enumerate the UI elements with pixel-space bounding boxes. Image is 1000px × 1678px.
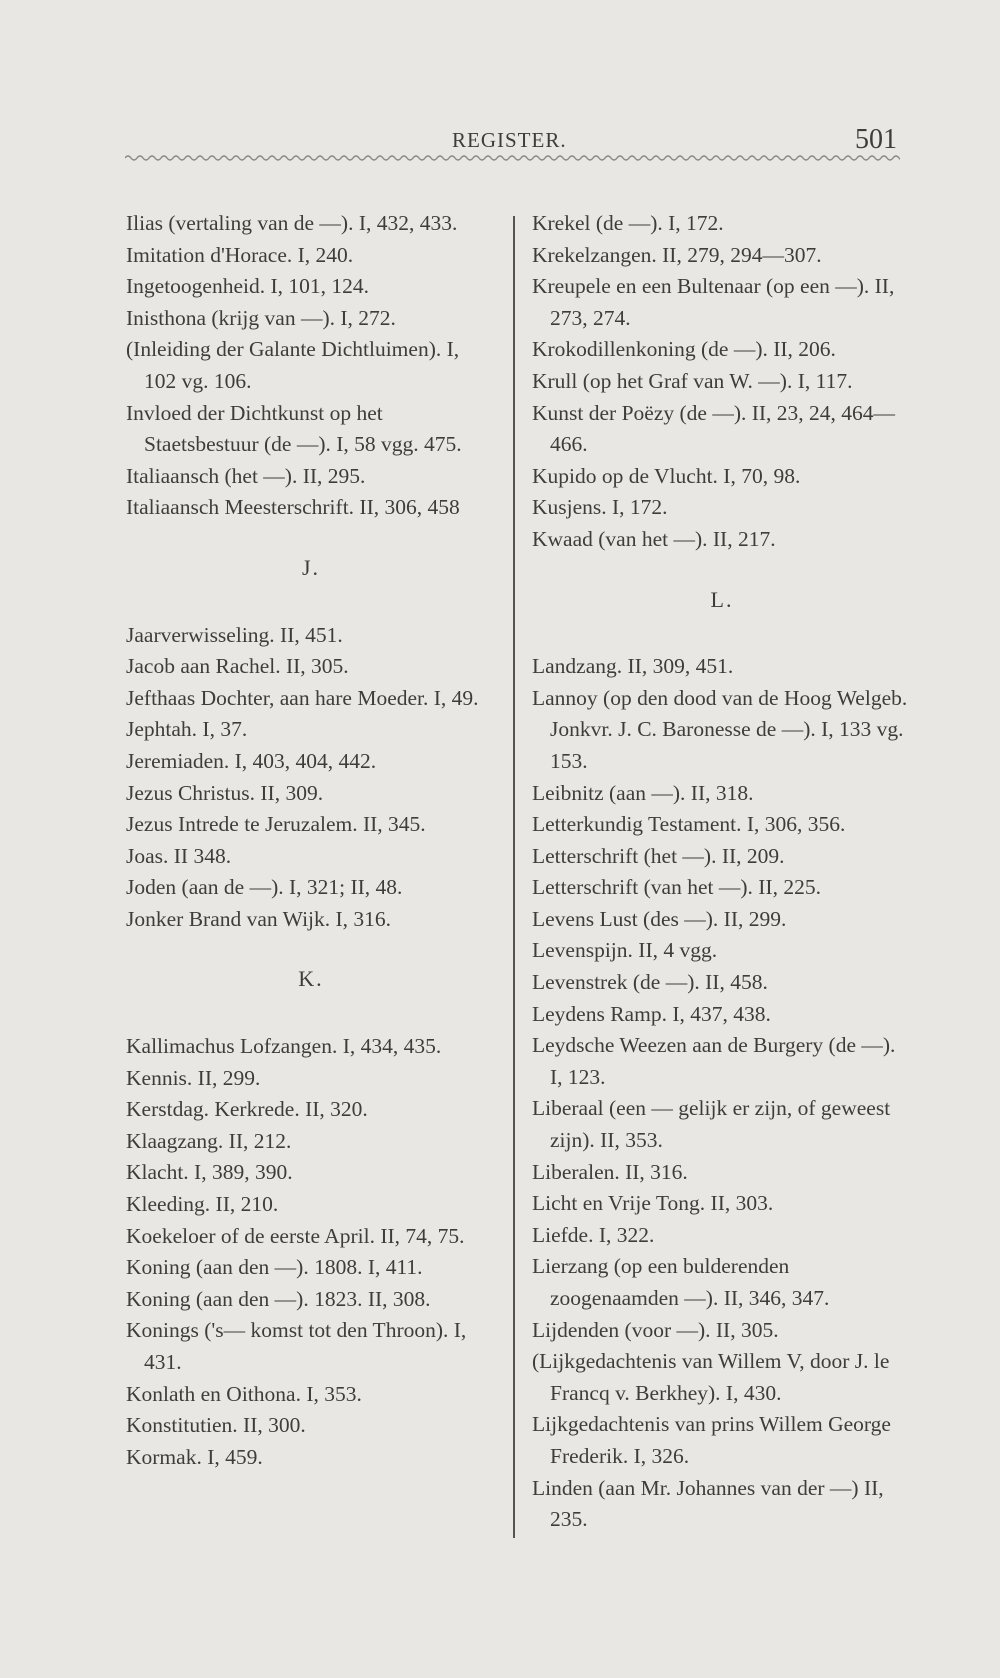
page-title: REGISTER. <box>452 128 567 152</box>
index-entry: Kusjens. I, 172. <box>532 495 668 520</box>
index-entry: Lierzang (op een bulderenden zoogenaamden —). II, 346, 347. <box>532 1254 830 1310</box>
index-entry: Kreupele en een Bultenaar (op een —). II, 273, 274. <box>532 274 895 330</box>
section-heading-k: K. <box>298 966 324 992</box>
index-entry: Koekeloer of de eerste April. II, 74, 75. <box>126 1223 465 1248</box>
index-entry: Landzang. II, 309, 451. <box>532 654 734 679</box>
index-entry: Levenstrek (de —). II, 458. <box>532 970 768 995</box>
index-entry: Imitation d'Horace. I, 240. <box>126 242 354 267</box>
section-heading-j: J. <box>301 554 321 580</box>
index-entry: (Lijkgedachtenis van Willem V, door J. le Francq v. Berkhey). I, 430. <box>532 1349 890 1405</box>
index-entry: (Inleiding der Galante Dichtluimen). I, 102 vg. 106. <box>126 337 460 393</box>
index-entry: Kormak. I, 459. <box>126 1444 263 1469</box>
index-entry: Ingetoogenheid. I, 101, 124. <box>126 274 370 299</box>
index-entry: Leydsche Weezen aan de Burgery (de —). I, 123. <box>532 1033 896 1089</box>
index-entry: Konlath en Oithona. I, 353. <box>126 1381 362 1406</box>
entries-j <box>126 620 496 936</box>
index-entry: Linden (aan Mr. Johannes van der —) II, 235. <box>532 1475 884 1532</box>
index-entry: Lannoy (op den dood van de Hoog Welgeb. Jonkvr. J. C. Baronesse de —). I, 133 vg. 153. <box>532 685 908 773</box>
index-entry: Inisthona (krijg van —). I, 272. <box>126 305 396 330</box>
index-entry: Krekelzangen. II, 279, 294—307. <box>532 242 822 267</box>
entries-k-right <box>532 208 912 556</box>
index-entry: Letterschrift (van het —). II, 225. <box>532 875 821 900</box>
index-entry: Leydens Ramp. I, 437, 438. <box>532 1001 771 1026</box>
index-entry: Letterschrift (het —). II, 209. <box>532 843 785 868</box>
index-entry: Liberalen. II, 316. <box>532 1159 688 1184</box>
right-column <box>532 208 912 1536</box>
index-entry: Krull (op het Graf van W. —). I, 117. <box>532 368 853 393</box>
index-entry: Invloed der Dichtkunst op het Staetsbestuur (de —). I, 58 vgg. 475. <box>126 400 462 457</box>
index-entry: Liefde. I, 322. <box>532 1222 655 1247</box>
index-entry: Kennis. II, 299. <box>126 1065 261 1090</box>
section-heading-l: L. <box>710 586 734 612</box>
index-entry: Lijdenden (voor —). II, 305. <box>532 1317 779 1342</box>
index-entry: Koning (aan den —). 1823. II, 308. <box>126 1286 431 1311</box>
index-entry: Levenspijn. II, 4 vgg. <box>532 938 718 963</box>
index-entry: Krokodillenkoning (de —). II, 206. <box>532 337 836 362</box>
index-entry: Joden (aan de —). I, 321; II, 48. <box>126 875 403 900</box>
index-entry: Licht en Vrije Tong. II, 303. <box>532 1191 774 1216</box>
index-entry: Leibnitz (aan —). II, 318. <box>532 780 754 805</box>
index-entry: Liberaal (een — gelijk er zijn, of geweest zijn). II, 353. <box>532 1096 891 1153</box>
index-entry: Lijkgedachtenis van prins Willem George Frederik. I, 326. <box>532 1412 891 1468</box>
index-entry: Letterkundig Testament. I, 306, 356. <box>532 812 846 837</box>
index-entry: Koning (aan den —). 1808. I, 411. <box>126 1255 423 1280</box>
index-entry: Jephtah. I, 37. <box>126 717 248 742</box>
index-entry: Jefthaas Dochter, aan hare Moeder. I, 49. <box>126 685 479 710</box>
index-entry: Klaagzang. II, 212. <box>126 1128 292 1153</box>
index-entry: Konings ('s— komst tot den Throon). I, 431. <box>126 1318 467 1374</box>
index-entry: Kerstdag. Kerkrede. II, 320. <box>126 1097 368 1122</box>
left-column <box>126 208 496 1473</box>
index-entry: Joas. II 348. <box>126 843 232 868</box>
entries-l <box>532 651 912 1536</box>
page-number: 501 <box>855 124 897 155</box>
index-entry: Ilias (vertaling van de —). I, 432, 433. <box>126 211 458 235</box>
index-entry: Klacht. I, 389, 390. <box>126 1160 293 1185</box>
index-entry: Jezus Christus. II, 309. <box>126 780 324 805</box>
entries-k-left <box>126 1031 496 1473</box>
index-entry: Konstitutien. II, 300. <box>126 1413 306 1438</box>
index-entry: Jeremiaden. I, 403, 404, 442. <box>126 748 377 773</box>
index-entry: Italiaansch (het —). II, 295. <box>126 463 366 488</box>
index-entry: Kunst der Poëzy (de —). II, 23, 24, 464—466. <box>532 400 896 457</box>
index-entry: Jonker Brand van Wijk. I, 316. <box>126 906 392 931</box>
entries-i <box>126 208 496 524</box>
index-entry: Kallimachus Lofzangen. I, 434, 435. <box>126 1034 442 1059</box>
index-entry: Italiaansch Meesterschrift. II, 306, 458 <box>126 495 460 520</box>
index-entry: Levens Lust (des —). II, 299. <box>532 906 787 931</box>
index-entry: Jezus Intrede te Jeruzalem. II, 345. <box>126 812 426 837</box>
index-entry: Kwaad (van het —). II, 217. <box>532 526 776 551</box>
index-entry: Jaarverwisseling. II, 451. <box>126 622 343 647</box>
index-entry: Krekel (de —). I, 172. <box>532 211 724 235</box>
wavy-rule <box>125 150 900 166</box>
index-entry: Kleeding. II, 210. <box>126 1192 279 1217</box>
index-entry: Jacob aan Rachel. II, 305. <box>126 654 349 679</box>
index-entry: Kupido op de Vlucht. I, 70, 98. <box>532 463 801 488</box>
column-divider <box>513 216 515 1538</box>
